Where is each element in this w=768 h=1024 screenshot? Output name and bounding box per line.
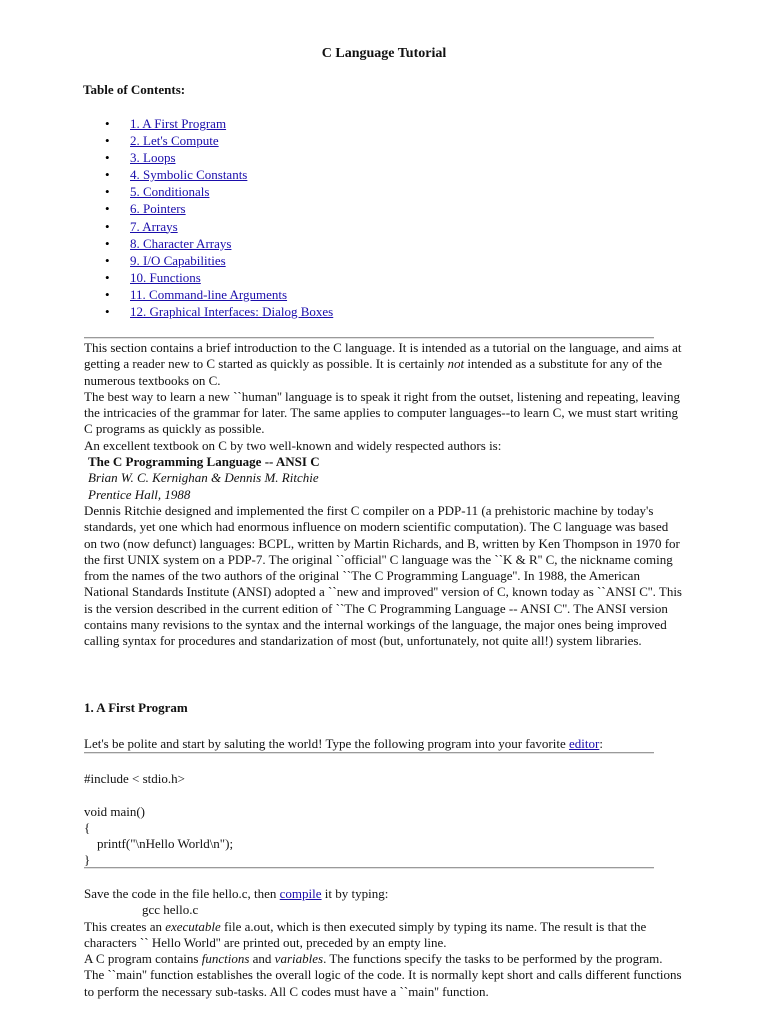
toc-link-character-arrays[interactable]: 8. Character Arrays — [130, 235, 232, 251]
bullet-icon: • — [105, 269, 110, 285]
compile-link[interactable]: compile — [279, 886, 322, 901]
save-instruction: Save the code in the file hello.c, then compile it by typing: — [84, 886, 389, 901]
bullet-icon: • — [105, 167, 110, 183]
bullet-icon: • — [105, 286, 110, 302]
toc-link-io-capabilities[interactable]: 9. I/O Capabilities — [130, 252, 226, 268]
page-title: C Language Tutorial — [321, 46, 447, 61]
toc-item — [83, 149, 333, 166]
editor-link[interactable]: editor — [568, 736, 600, 751]
section-body — [84, 886, 684, 1000]
bullet-icon: • — [105, 304, 110, 320]
functions-paragraph: A C program contains functions and variables. The functions specify the tasks to be performed by the program. The ``main'' function establishes the overall logic of the code. It is normally kept short and calls different functions to perform the necessary sub-tasks. All C codes must have a ``main'' function. — [84, 951, 682, 999]
toc-link-lets-compute[interactable]: 2. Let's Compute — [130, 133, 219, 149]
executable-paragraph: This creates an executable file a.out, which is then executed simply by typing its name. The result is that the characters `` Hello World'' are printed out, preceded by an empty line. — [84, 918, 647, 950]
horizontal-rule — [84, 867, 654, 869]
book-authors: Brian W. C. Kernighan & Dennis M. Ritchie — [88, 470, 319, 486]
compile-command: gcc hello.c — [142, 902, 199, 918]
bullet-icon: • — [105, 133, 110, 149]
horizontal-rule — [84, 337, 654, 339]
toc-heading: Table of Contents: — [83, 82, 186, 97]
toc-link-command-line-arguments[interactable]: 11. Command-line Arguments — [130, 286, 288, 302]
toc-link-symbolic-constants[interactable]: 4. Symbolic Constants — [130, 167, 248, 183]
toc-item — [83, 218, 333, 235]
intro-paragraph-2: The best way to learn a new ``human'' language is to speak it right from the outset, listening and repeating, leaving the intricacies of the grammar for later. The same applies to computer languages--to learn C, we must start writing C programs as quickly as possible. — [84, 388, 681, 437]
bullet-icon: • — [105, 252, 110, 268]
toc-item — [83, 183, 333, 200]
toc-link-functions[interactable]: 10. Functions — [130, 269, 201, 285]
toc-item — [83, 132, 333, 149]
book-title: The C Programming Language -- ANSI C — [88, 454, 320, 470]
code-block: #include < stdio.h> void main() { printf("\nHello World\n"); } — [84, 771, 234, 868]
intro-section — [84, 340, 684, 650]
section-lead: Let's be polite and start by saluting the world! Type the following program into your favorite editor: — [84, 736, 603, 751]
toc-item — [83, 115, 333, 132]
bullet-icon: • — [105, 235, 110, 251]
bullet-icon: • — [105, 201, 110, 217]
toc-item — [83, 235, 333, 252]
bullet-icon: • — [105, 184, 110, 200]
horizontal-rule — [84, 752, 654, 754]
toc-link-first-program[interactable]: 1. A First Program — [130, 116, 227, 131]
toc-item — [83, 303, 333, 320]
toc-item — [83, 166, 333, 183]
intro-paragraph-3: An excellent textbook on C by two well-known and widely respected authors is: — [84, 437, 502, 453]
toc-item — [83, 200, 333, 217]
bullet-icon: • — [105, 116, 110, 131]
toc-link-conditionals[interactable]: 5. Conditionals — [130, 184, 210, 200]
bullet-icon: • — [105, 218, 110, 234]
toc-link-loops[interactable]: 3. Loops — [130, 150, 176, 166]
intro-paragraph-1: This section contains a brief introduction to the C language. It is intended as a tutorial on the language, and aims at getting a reader new to C started as quickly as possible. It is certainly not intended as a substitute for any of the numerous textbooks on C. — [84, 340, 682, 388]
intro-paragraph-4: Dennis Ritchie designed and implemented the first C compiler on a PDP-11 (a prehistoric machine by today's standards, yet one which had enormous influence on modern scientific computation). The C language was based on two (now defunct) languages: BCPL, written by Martin Richards, and B, written by Ken Thompson in 1970 for the first UNIX system on a PDP-7. The original ``official'' C language was the ``K & R'' C, the nickname coming from the names of the two authors of the original ``The C Programming Language''. In 1988, the American National Standards Institute (ANSI) adopted a ``new and improved'' version of C, known today as ``ANSI C''. This is the version described in the current edition of ``The C Programming Language -- ANSI C''. The ANSI version contains many revisions to the syntax and the internal workings of the language, the major ones being improved calling syntax for procedures and standarization of most (but, unfortunately, not quite all!) system libraries. — [84, 502, 682, 649]
toc-item — [83, 269, 333, 286]
book-publisher: Prentice Hall, 1988 — [88, 486, 191, 502]
toc-link-graphical-interfaces[interactable]: 12. Graphical Interfaces: Dialog Boxes — [130, 304, 334, 320]
toc-item — [83, 286, 333, 303]
toc-item — [83, 252, 333, 269]
section-heading-first-program: 1. A First Program — [84, 700, 188, 715]
toc-link-pointers[interactable]: 6. Pointers — [130, 201, 186, 217]
bullet-icon: • — [105, 150, 110, 166]
table-of-contents — [83, 115, 333, 320]
toc-link-arrays[interactable]: 7. Arrays — [130, 218, 178, 234]
